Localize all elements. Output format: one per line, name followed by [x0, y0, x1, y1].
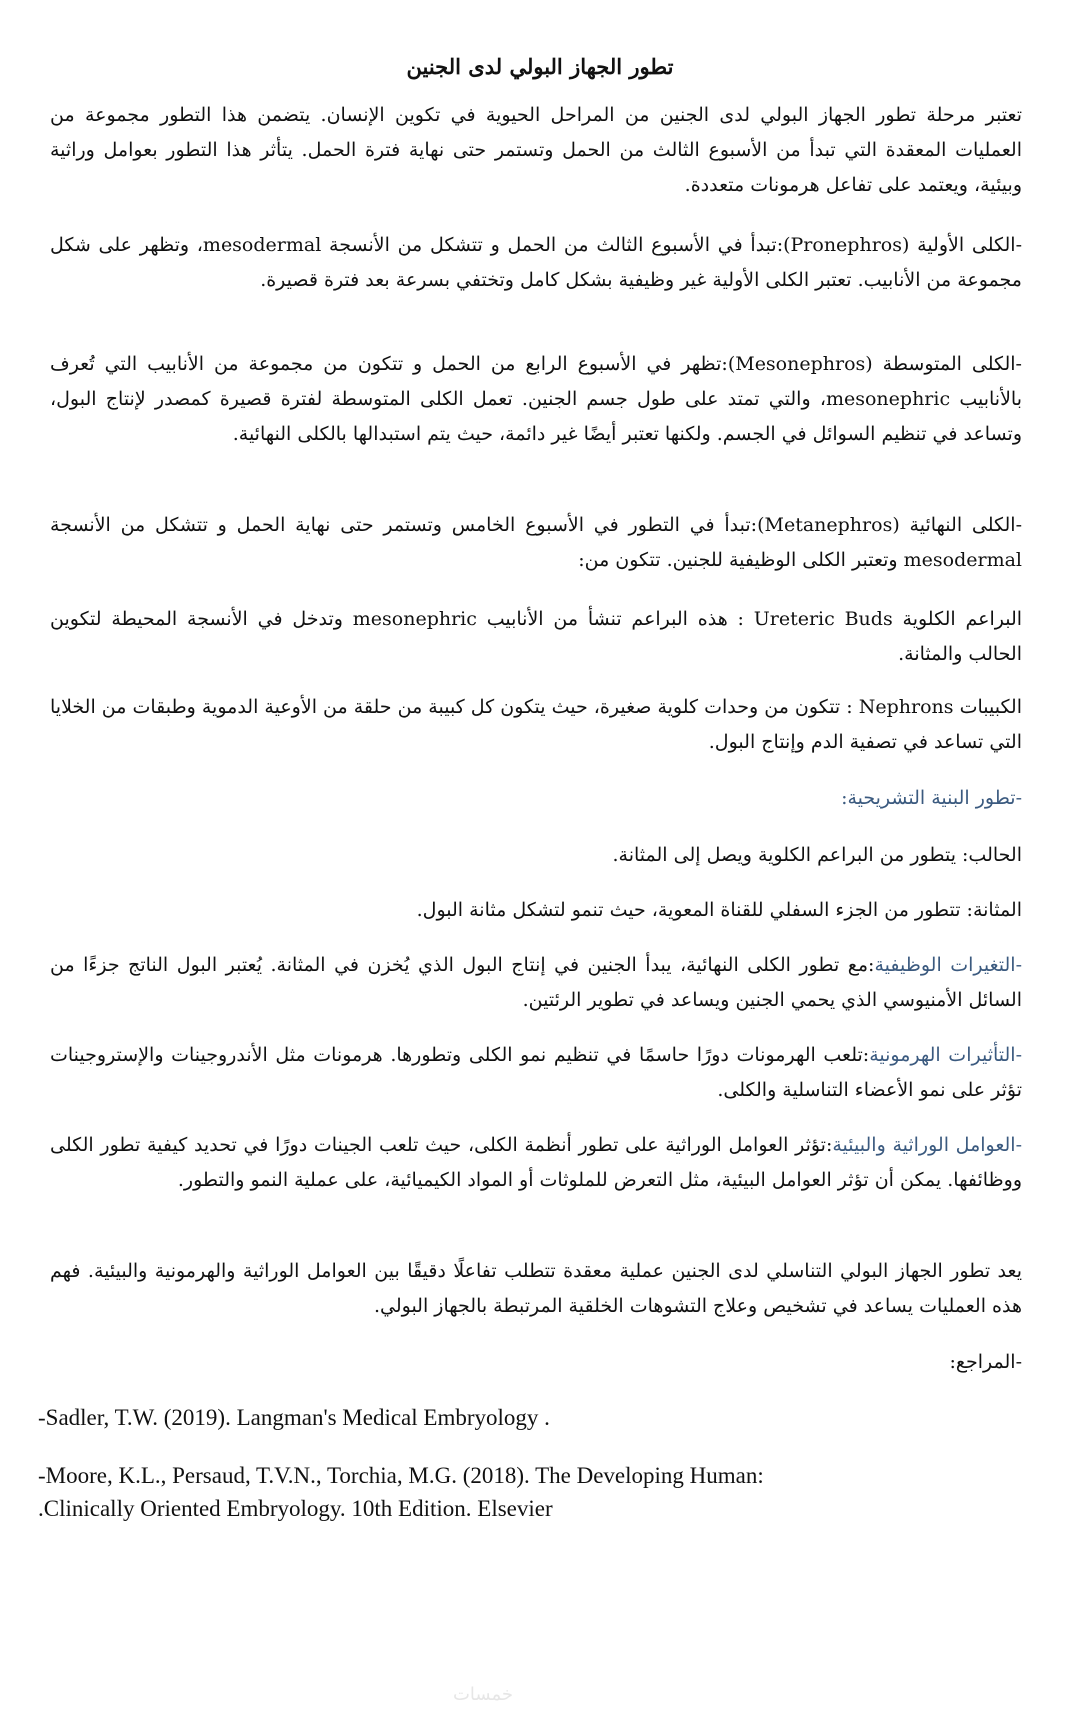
hormonal-heading: -التأثيرات الهرمونية — [869, 1044, 1022, 1066]
anatomy-heading — [50, 781, 1022, 816]
ureteric-buds-paragraph: البراعم الكلوية Ureteric Buds : هذه البراعم تنشأ من الأنابيب mesonephric وتدخل في الأنسجة المحيطة لتكوين الحالب والمثانة. — [50, 608, 1023, 665]
functional-text: :مع تطور الكلى النهائية، يبدأ الجنين في إنتاج البول الذي يُخزن في المثانة. يُعتبر البول الناتج جزءًا من السائل الأمنيوسي الذي يحمي الجنين ويساعد في تطوير الرئتين. — [50, 954, 1022, 1011]
pronephros-paragraph: -الكلى الأولية (Pronephros):تبدأ في الأسبوع الثالث من الحمل و تتشكل من الأنسجة mesodermal، وتظهر على شكل مجموعة من الأنابيب. تعتبر الكلى الأولية غير وظيفية بشكل كامل وتختفي بسرعة بعد فترة قصيرة. — [50, 234, 1022, 291]
ureter-paragraph: الحالب: يتطور من البراعم الكلوية ويصل إلى المثانة. — [612, 844, 1022, 866]
watermark-logo: خمسات — [452, 1684, 514, 1705]
conclusion-paragraph: يعد تطور الجهاز البولي التناسلي لدى الجنين عملية معقدة تتطلب تفاعلًا دقيقًا بين العوامل الوراثية والهرمونية والبيئية. فهم هذه العمليات يساعد في تشخيص وعلاج التشوهات الخلقية المرتبطة بالجهاز البولي. — [50, 1260, 1022, 1317]
anatomy-heading-text: -تطور البنية التشريحية: — [841, 787, 1022, 809]
nephrons-paragraph: الكبيبات Nephrons : تتكون من وحدات كلوية صغيرة، حيث يتكون كل كبيبة من حلقة من الأوعية الدموية وطبقات من الخلايا التي تساعد في تصفية الدم وإنتاج البول. — [50, 696, 1023, 753]
hormonal-paragraph — [50, 1038, 1022, 1108]
intro-paragraph: تعتبر مرحلة تطور الجهاز البولي لدى الجنين من المراحل الحيوية في تكوين الإنسان. يتضمن هذا التطور مجموعة من العمليات المعقدة التي تبدأ من الأسبوع الثالث من الحمل وتستمر حتى نهاية فترة الحمل. يتأثر هذا التطور بعوامل وراثية وبيئية، ويعتمد على تفاعل هرمونات متعددة. — [50, 104, 1022, 196]
reference-2-line-1: -Moore, K.L., Persaud, T.V.N., Torchia, M.G. (2018). The Developing Human: — [38, 1463, 764, 1488]
hormonal-text: :تلعب الهرمونات دورًا حاسمًا في تنظيم نمو الكلى وتطورها. هرمونات مثل الأندروجينات والإستروجينات تؤثر على نمو الأعضاء التناسلية والكلى. — [50, 1044, 1022, 1101]
page-title: تطور الجهاز البولي لدى الجنين — [406, 54, 674, 79]
mesonephros-paragraph: -الكلى المتوسطة (Mesonephros):تظهر في الأسبوع الرابع من الحمل و تتكون من مجموعة من الأنابيب التي تُعرف بالأنابيب mesonephric، والتي تمتد على طول جسم الجنين. تعمل الكلى المتوسطة لفترة قصيرة كمصدر لإنتاج البول، وتساعد في تنظيم السوائل في الجسم. ولكنها تعتبر أيضًا غير دائمة، حيث يتم استبدالها بالكلى النهائية. — [50, 353, 1022, 445]
metanephros-paragraph: -الكلى النهائية (Metanephros):تبدأ في التطور في الأسبوع الخامس وتستمر حتى نهاية الحمل و تتشكل من الأنسجة mesodermal وتعتبر الكلى الوظيفية للجنين. تتكون من: — [50, 514, 1022, 571]
functional-heading: -التغيرات الوظيفية — [874, 954, 1022, 976]
bladder-paragraph: المثانة: تتطور من الجزء السفلي للقناة المعوية، حيث تنمو لتشكل مثانة البول. — [416, 899, 1022, 921]
genetic-paragraph — [50, 1128, 1022, 1198]
functional-paragraph — [50, 948, 1022, 1018]
genetic-text: :تؤثر العوامل الوراثية على تطور أنظمة الكلى، حيث تلعب الجينات دورًا في تحديد كيفية تطور الكلى ووظائفها. يمكن أن تؤثر العوامل البيئية، مثل التعرض للملوثات أو المواد الكيميائية، على عملية النمو والتطور. — [50, 1134, 1022, 1191]
references-heading: -المراجع: — [949, 1351, 1022, 1373]
reference-1: -Sadler, T.W. (2019). Langman's Medical Embryology . — [38, 1405, 550, 1430]
reference-2-line-2: .Clinically Oriented Embryology. 10th Edition. Elsevier — [38, 1496, 553, 1521]
genetic-heading: -العوامل الوراثية والبيئية — [832, 1134, 1022, 1156]
